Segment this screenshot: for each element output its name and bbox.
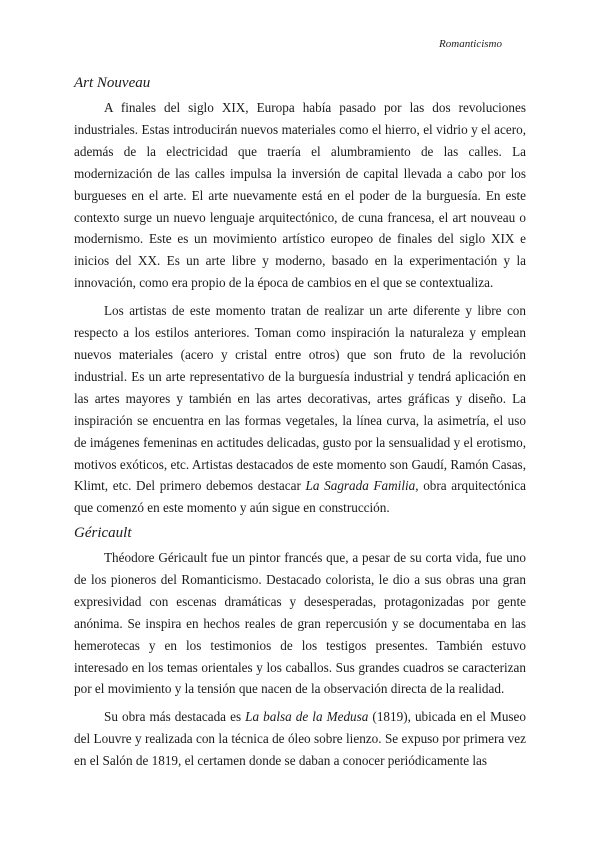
artwork-title: La Sagrada Familia bbox=[305, 478, 416, 494]
section-title: Art Nouveau bbox=[74, 75, 151, 91]
section-title: Géricault bbox=[74, 525, 132, 541]
paragraph bbox=[74, 300, 526, 519]
section-gericault bbox=[74, 524, 526, 778]
paragraph: A finales del siglo XIX, Europa había pasado por las dos revoluciones industriales. Estas introducirán nuevos materiales como el hierro, el vidrio y el acero, además de la electricidad que traería el alumbramiento de las calles. La modernización de las calles impulsa la inversión de capital llevada a cabo por los burgueses en el arte. El arte nuevamente está en el poder de la burguesía. En este contexto surge un nuevo lenguaje arquitectónico, de cuna francesa, el art nouveau o modernismo. Este es un movimiento artístico europeo de finales del siglo XIX e inicios del XX. Es un arte libre y moderno, basado en la experimentación y la innovación, como era propio de la época de cambios en el que se contextualiza. bbox=[74, 100, 526, 291]
running-header: Romanticismo bbox=[439, 38, 502, 50]
section-art-nouveau bbox=[74, 74, 526, 525]
paragraph: Théodore Géricault fue un pintor francés que, a pesar de su corta vida, fue uno de los pioneros del Romanticismo. Destacado colorista, le dio a sus obras una gran expresividad con escenas dramáticas y desesperadas, protagonizadas por gente anónima. Se inspira en hechos reales de gran repercusión y se documentaba en las hemerotecas y en los testimonios de los testigos presentes. También estuvo interesado en los temas orientales y los caballos. Sus grandes cuadros se caracterizan por el movimiento y la tensión que nacen de la observación directa de la realidad. bbox=[74, 550, 526, 697]
paragraph-text: (1819), ubicada en el Museo del Louvre y realizada con la técnica de óleo sobre lienzo. Se expuso por primera vez en el Salón de 1819, el certamen donde se daban a conocer periódicamente las bbox=[74, 709, 527, 769]
paragraph-text: Los artistas de este momento tratan de realizar un arte diferente y libre con respecto a los estilos anteriores. Toman como inspiración la naturaleza y emplean nuevos materiales (acero y cristal entre otros) que son fruto de la revolución industrial. Es un arte representativo de la burguesía industrial y tendrá aplicación en las artes mayores y también en las artes decorativas, artes gráficas y diseño. La inspiración se encuentra en las formas vegetales, la línea curva, la asimetría, el uso de imágenes femeninas en actitudes delicadas, gusto por la sensualidad y el erotismo, motivos exóticos, etc. Artistas destacados de este momento son Gaudí, Ramón Casas, Klimt, etc. Del primero debemos destacar bbox=[74, 303, 526, 494]
paragraph bbox=[74, 706, 526, 772]
paragraph-text: , obra arquitectónica que comenzó en este momento y aún sigue en construcción. bbox=[74, 478, 526, 516]
paragraph-text: Su obra más destacada es bbox=[104, 709, 246, 725]
artwork-title: La balsa de la Medusa bbox=[245, 709, 369, 725]
